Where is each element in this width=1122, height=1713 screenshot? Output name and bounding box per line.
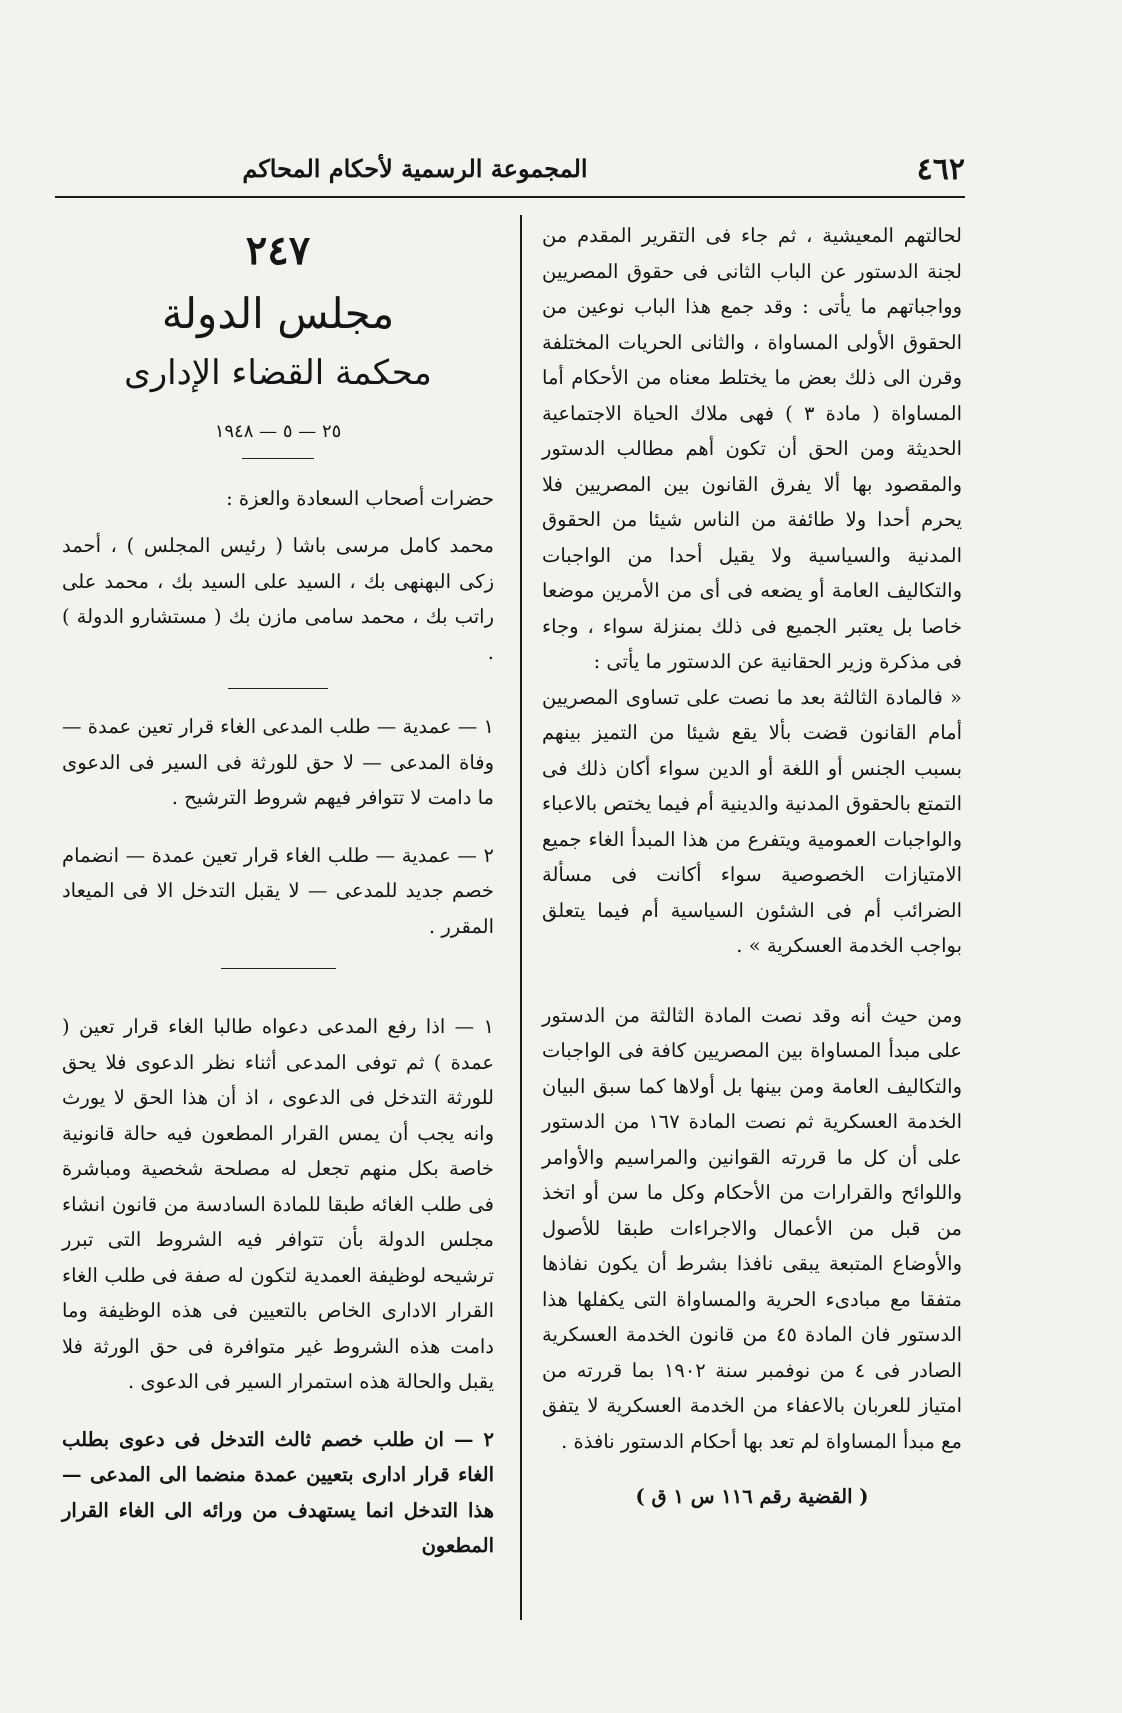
court-name: محكمة القضاء الإدارى xyxy=(124,353,432,393)
header-rule xyxy=(55,196,965,198)
case-reference: ( القضية رقم ١١٦ س ١ ق ) xyxy=(635,1485,869,1508)
page-number: ٤٦٢ xyxy=(916,152,965,187)
body-name: مجلس الدولة xyxy=(161,289,395,338)
decision-date: ٢٥ — ٥ — ١٩٤٨ xyxy=(214,421,342,442)
members-rule xyxy=(228,688,328,689)
running-title: المجموعة الرسمية لأحكام المحاكم xyxy=(242,154,588,183)
date-rule xyxy=(242,458,314,459)
right-paragraph-2: « فالمادة الثالثة بعد ما نصت على تساوى المصريين أمام القانون قضت بألا يقع شيئا من التميز بينهم بسبب الجنس أو اللغة أو الدين سواء أكان ذلك فى التمتع بالحقوق المدنية والدينية أم فيما يختص بالاعباء والواجبات العمومية ويتفرع من هذا المبدأ الغاء جميع الامتيازات الخصوصية سواء أكانت فى مسألة الضرائب أم فى الشئون السياسية أم فيما يتعلق بواجب الخدمة العسكرية » . xyxy=(542,685,962,957)
members-list: محمد كامل مرسى باشا ( رئيس المجلس ) ، أحمد زكى البهنهى بك ، السيد على السيد بك ، محمد على راتب بك ، محمد سامى مازن بك ( مستشارو الدولة ) . xyxy=(62,534,494,664)
right-column xyxy=(542,218,962,1515)
principle-1: ١ — اذا رفع المدعى دعواه طالبا الغاء قرار تعين ( عمدة ) ثم توفى المدعى أثناء نظر الدعوى فلا يحق للورثة التدخل فى الدعوى ، اذ أن هذا الحق لا يورث وانه يجب أن يمس القرار المطعون فيه حالة قانونية خاصة بكل منهم تجعل له مصلحة شخصية ومباشرة فى طلب الغائه طبقا للمادة السادسة من قانون انشاء مجلس الدولة بأن تتوافر فيه الشروط التى تبرر ترشيحه لوظيفة العمدية لتكون له صفة فى طلب الغاء القرار الادارى الخاص بالتعيين فى هذه الوظيفة وما دامت هذه الشروط غير متوافرة فى حق الورثة فلا يقبل والحالة هذه استمرار السير فى الدعوى . xyxy=(62,1015,494,1393)
right-paragraph-1: لحالتهم المعيشية ، ثم جاء فى التقرير المقدم من لجنة الدستور عن الباب الثانى فى حقوق المصريين وواجباتهم ما يأتى : وقد جمع هذا الباب نوعين من الحقوق الأولى المساواة ، والثانى الحريات المختلفة وقرن الى ذلك بعض ما يختلط معناه من الأحكام أما المساواة ( مادة ٣ ) فهى ملاك الحياة الاجتماعية الحديثة ومن الحق أن تكون أهم مطالب الدستور والمقصود بها ألا يفرق القانون بين المصريين فلا يحرم أحدا ولا طائفة من الناس شيئا من الحقوق المدنية والسياسية ولا يقيل أحدا من الواجبات والتكاليف العامة أو يضعه فى أى من الأمرين موضعا خاصا بل يعتبر الجميع فى ذلك بمنزلة سواء ، وجاء فى مذكرة وزير الحقانية عن الدستور ما يأتى : xyxy=(542,224,962,673)
headnote-1: ١ — عمدية — طلب المدعى الغاء قرار تعين عمدة — وفاة المدعى — لا حق للورثة فى السير فى الدعوى ما دامت لا تتوافر فيهم شروط الترشيح . xyxy=(62,715,494,809)
decision-number: ٢٤٧ xyxy=(245,227,311,274)
column-divider xyxy=(520,215,522,1620)
principle-2: ٢ — ان طلب خصم ثالث التدخل فى دعوى بطلب الغاء قرار ادارى بتعيين عمدة منضما الى المدعى — هذا التدخل انما يستهدف من ورائه الى الغاء القرار المطعون xyxy=(62,1427,494,1557)
page-header xyxy=(55,150,965,190)
attendance-intro: حضرات أصحاب السعادة والعزة : xyxy=(226,486,494,510)
headnote-2: ٢ — عمدية — طلب الغاء قرار تعين عمدة — انضمام خصم جديد للمدعى — لا يقبل التدخل الا فى الميعاد المقرر . xyxy=(62,843,494,938)
headnotes-rule xyxy=(221,968,336,969)
left-column xyxy=(62,218,494,1564)
right-paragraph-3: ومن حيث أنه وقد نصت المادة الثالثة من الدستور على مبدأ المساواة بين المصريين كافة فى الواجبات والتكاليف العامة ومن بينها بل أولاها كما سبق البيان الخدمة العسكرية ثم نصت المادة ١٦٧ من الدستور على أن كل ما قررته القوانين والمراسيم والأوامر واللوائح والقرارات من الأحكام وكل ما سن أو اتخذ من قبل من الأعمال والاجراءات طبقا للأصول والأوضاع المتبعة يبقى نافذا بشرط أن يكون نفاذها متفقا مع مبادىء الحرية والمساواة التى يكفلها هذا الدستور فان المادة ٤٥ من قانون الخدمة العسكرية الصادر فى ٤ من نوفمبر سنة ١٩٠٢ بما قررته من امتياز للعربان بالاعفاء من الخدمة العسكرية لا يتفق مع مبدأ المساواة لم تعد بها أحكام الدستور نافذة . xyxy=(542,1003,963,1453)
